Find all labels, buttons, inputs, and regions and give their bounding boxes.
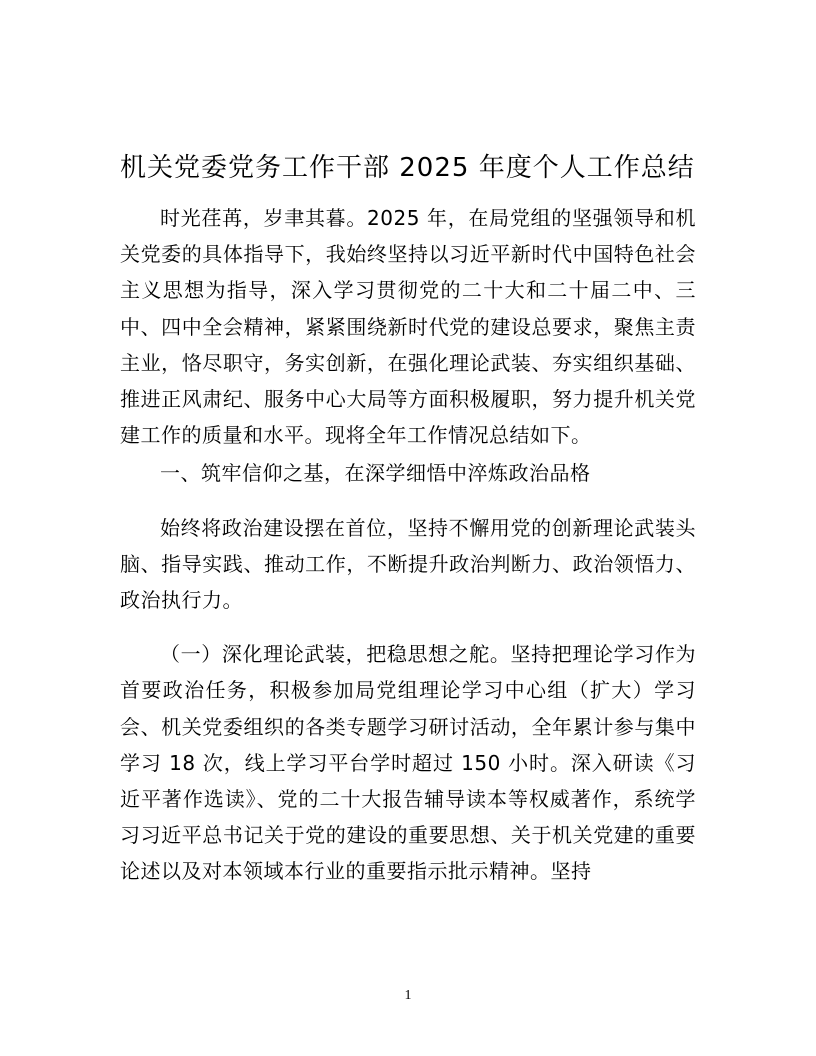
page-number: 1 <box>404 988 412 1003</box>
section-1-item-1-paragraph: （一）深化理论武装，把稳思想之舵。坚持把理论学习作为首要政治任务，积极参加局党组理论学习中心组（扩大）学习会、机关党委组织的各类专题学习研讨活动，全年累计参与集中学习 18 次，线上学习平台学时超过 150 小时。深入研读《习近平著作选读》、党的二十大报告辅导读本等权威著作，系统学习习近平总书记关于党的建设的重要思想、关于机关党建的重要论述以及对本领域本行业的重要指示批示精神。坚持 <box>120 642 696 884</box>
document-title: 机关党委党务工作干部 2025 年度个人工作总结 <box>120 153 695 183</box>
section-1-intro-paragraph: 始终将政治建设摆在首位，坚持不懈用党的创新理论武装头脑、指导实践、推动工作，不断提升政治判断力、政治领悟力、政治执行力。 <box>120 515 696 613</box>
document-body <box>120 200 696 890</box>
intro-paragraph: 时光荏苒，岁聿其暮。2025 年，在局党组的坚强领导和机关党委的具体指导下，我始终坚持以习近平新时代中国特色社会主义思想为指导，深入学习贯彻党的二十大和二十届二中、三中、四中全会精神，紧紧围绕新时代党的建设总要求，聚焦主责主业，恪尽职守，务实创新，在强化理论武装、夯实组织基础、推进正风肃纪、服务中心大局等方面积极履职，努力提升机关党建工作的质量和水平。现将全年工作情况总结如下。 <box>120 206 696 448</box>
section-heading-1: 一、筑牢信仰之基，在深学细悟中淬炼政治品格 <box>160 461 591 486</box>
